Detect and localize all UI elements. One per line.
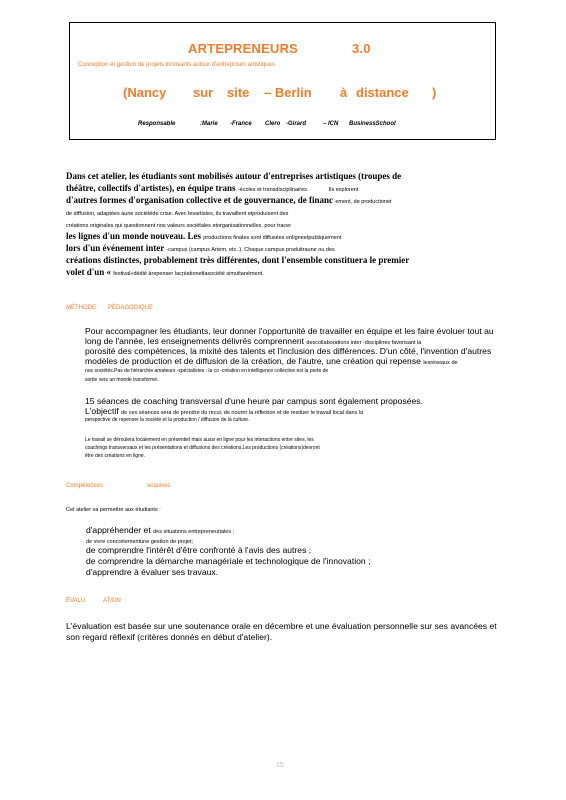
travail-small-1: Le travail se déroulera localement en présentiel mais aussi en ligne pour les interactions entre sites, les (85, 437, 314, 443)
loc-a: à (340, 85, 348, 100)
program-version: 3.0 (352, 41, 371, 56)
intro-line-9: volet d'un « festival»dédié àrepenser lacréationetlasociété simultanément. (66, 267, 264, 277)
loc-close: ) (432, 85, 437, 100)
intro-line-8: créations distinctes, probablement très différentes, dont l'ensemble constituera le premier (66, 255, 410, 265)
loc-open: (Nancy (123, 85, 167, 100)
intro-line-7: lors d'un événement inter -campus (campus Artem, etc..). Chaque campus produitraune ou des (66, 243, 335, 253)
methode-line-1: Pour accompagner les étudiants, leur donner l'opportunité de travailler en équipe et les faire évoluer tout au (85, 326, 494, 336)
resp-name4: -Girard (286, 121, 307, 127)
page-number: 15 (276, 762, 284, 769)
intro-line-6: les lignes d'un monde nouveau. Les productions finales sont diffusées enligneetpubliquement (66, 231, 342, 241)
resp-org2: BusinessSchool (349, 121, 396, 127)
loc-berlin: – Berlin (264, 85, 312, 100)
competence-item-4: de comprendre la démarche managériale et technologique de l'innovation ; (86, 556, 371, 566)
loc-sur: sur (193, 85, 214, 100)
travail-small-3: être des créations en ligne. (85, 453, 146, 459)
methode-line-4: modèles de production et de diffusion de la création, de l'autre, une création qui repense lesréseaux de (85, 356, 458, 366)
evaluation-line-1: L'évaluation est basée sur une soutenance orale en décembre et une évaluation personnelle sur ses avancées et (66, 621, 497, 631)
resp-name1: :Marie (200, 121, 218, 127)
coaching-small-2: perspective de repenser la société et la production / diffusion de la culture. (85, 417, 250, 423)
competences-heading-1: Compétences (66, 483, 104, 489)
coaching-objective: L'objectif de ces séances sera de prendre du recul, de nourrir la réflexion et de resituer le travail local dans la (85, 406, 364, 416)
evaluation-line-2: son regard réflexif (critères donnés en début d'atelier). (66, 632, 273, 642)
program-title: ARTEPRENEURS (188, 41, 299, 56)
resp-label: Responsable (138, 121, 176, 127)
competence-item-1: d'appréhender et des situations entrepreneuriales ; (86, 525, 235, 535)
competence-item-2: de vivre concrètementune gestion de projet; (86, 539, 194, 545)
resp-name2: -France (230, 121, 252, 127)
competence-item-3: de comprendre l'intérêt d'être confronté à l'avis des autres ; (86, 545, 312, 555)
header-box (69, 22, 496, 140)
evaluation-heading-1: ÉVALU (66, 598, 86, 604)
intro-line-2: théâtre, collectifs d'artistes), en équipe trans -écoles et transdisciplinaires. Ils explorent (66, 183, 359, 193)
intro-line-3: d'autres formes d'organisation collective et de gouvernance, de financ ement, de productionet (66, 195, 392, 205)
intro-line-4: de diffusion, adaptées àune sociétéde crise. Avec lesartistes, ils travaillent etproduisent des (66, 211, 289, 217)
coaching-line: 15 séances de coaching transversal d'une heure par campus sont également proposées. (85, 396, 423, 406)
intro-line-1: Dans cet atelier, les étudiants sont mobilisés autour d'entreprises artistiques (troupes de (66, 171, 402, 181)
methode-line-3: porosité des compétences, la mixité des talents et l'inclusion des différences. D'un côté, l'invention d'autres (85, 346, 492, 356)
resp-org1: – ICN (323, 121, 339, 127)
competences-heading-2: acquises (147, 483, 171, 489)
competences-intro: Cet atelier va permettre aux étudiants : (66, 507, 161, 513)
methode-small-1: nos sociétés.Pas de hiérarchie amateurs -spécialistes : la co -création en intelligence collective est la porte de (85, 368, 329, 374)
resp-name3: Clero (265, 121, 281, 127)
methode-heading-2: PÉDAGOGIQUE (108, 305, 154, 311)
evaluation-heading-2: ATION (103, 598, 121, 604)
intro-line-5: créations originales qui questionnent nos valeurs sociétales etorganisationnelles, pour tracer (66, 223, 292, 229)
methode-line-2: long de l'année, les enseignements délivrés comprennent descollaborations inter -disciplines favorisant la (85, 336, 422, 346)
methode-small-2: sortie vers un monde transformé. (85, 377, 159, 383)
competence-item-5: d'apprendre à évaluer ses travaux. (86, 567, 219, 577)
travail-small-2: coachings transversaux et les présentations et diffusions des créations.Les productions (créations)devront (85, 445, 320, 451)
loc-distance: distance (356, 85, 409, 100)
program-subtitle: Conception et gestion de projets innovants autour d'entreprises artistiques (78, 62, 275, 68)
loc-site: site (227, 85, 250, 100)
methode-heading-1: MÉTHODE (66, 305, 96, 311)
